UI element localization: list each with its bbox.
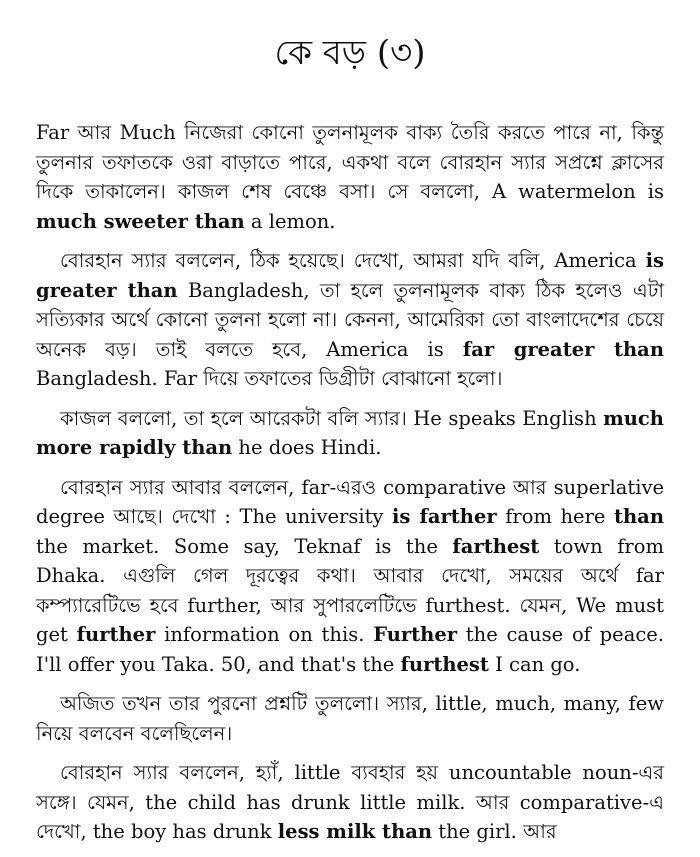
bold-phrase: farthest <box>452 534 540 558</box>
bold-phrase: is greater than <box>36 249 664 302</box>
bold-phrase: less milk than <box>277 820 433 843</box>
bold-phrase: much more rapidly than <box>36 406 664 459</box>
text-run: বোরহান স্যার বললেন, ঠিক হয়েছে। দেখো, আমরা যদি বলি, America <box>60 249 646 272</box>
bold-phrase: far greater than <box>462 337 664 361</box>
text-run: I can go. <box>488 652 581 676</box>
text-run: কাজল বললো, তা হলে আরেকটা বলি স্যার। He speaks English <box>60 406 604 430</box>
page-title: কে বড় (৩) <box>274 32 426 73</box>
bold-phrase: is farther <box>391 505 497 528</box>
text-run: a lemon. <box>244 209 336 233</box>
text-run: the market. Some say, Teknaf is the <box>36 534 453 558</box>
bold-phrase: further <box>76 623 156 646</box>
text-run: অজিত তখন তার পুরনো প্রশ্নটি তুললো। স্যার, little, much, many, few নিয়ে বলবেন বলেছিলেন। <box>36 692 664 745</box>
bold-phrase: furthest <box>400 652 489 676</box>
text-run: Far আর Much নিজেরা কোনো তুলনামূলক বাক্য তৈরি করতে পারে না, কিন্তু তুলনার তফাতকে ওরা বাড়াতে পারে, একথা বলে বোরহান স্যার সপ্রশ্নে ক্লাসের দিকে তাকালেন। কাজল শেষ বেঞ্চে বসা। সে বললো, A watermelon is <box>36 121 664 203</box>
bold-phrase: than <box>614 505 664 528</box>
paragraph-6 <box>36 758 664 847</box>
text-run: information on this. <box>155 623 374 646</box>
text-run: the cause of peace. I'll offer you Taka. 50, and that's the <box>36 623 664 676</box>
text-run: বোরহান স্যার বললেন, হ্যাঁ, little ব্যবহার হয় uncountable noun-এর সঙ্গে। যেমন, the child has drunk little milk. আর comparative-এ দেখো, the boy has drunk <box>36 761 664 843</box>
body-text <box>36 118 664 857</box>
paragraph-2 <box>36 246 664 394</box>
text-run: from here <box>496 505 614 528</box>
paragraph-3 <box>36 404 664 463</box>
paragraph-5 <box>36 689 664 748</box>
paragraph-4 <box>36 473 664 680</box>
text-run: Bangladesh. Far দিয়ে তফাতের ডিগ্রীটা বোঝানো হলো। <box>36 367 503 390</box>
bold-phrase: Further <box>373 623 458 646</box>
paragraph-1 <box>36 118 664 236</box>
text-run: Bangladesh, তা হলে তুলনামূলক বাক্য ঠিক হলেও এটা সত্যিকার অর্থে কোনো তুলনা হলো না। কেননা, আমেরিকা তো বাংলাদেশের চেয়ে অনেক বড়। তাই বলতে হবে, America is <box>36 278 664 361</box>
text-run: town from Dhaka. এগুলি গেল দূরত্বের কথা। আবার দেখো, সময়ের অর্থে far কম্প্যারেটিভে হবে further, আর সুপারলেটিভে furthest. যেমন, We must get <box>36 534 664 646</box>
text-run: বোরহান স্যার আবার বললেন, far-এরও comparative আর superlative degree আছে। দেখো : The university <box>36 475 664 528</box>
text-run: the girl. আর <box>432 820 557 843</box>
bold-phrase: much sweeter than <box>36 209 245 233</box>
text-run: he does Hindi. <box>232 436 382 459</box>
